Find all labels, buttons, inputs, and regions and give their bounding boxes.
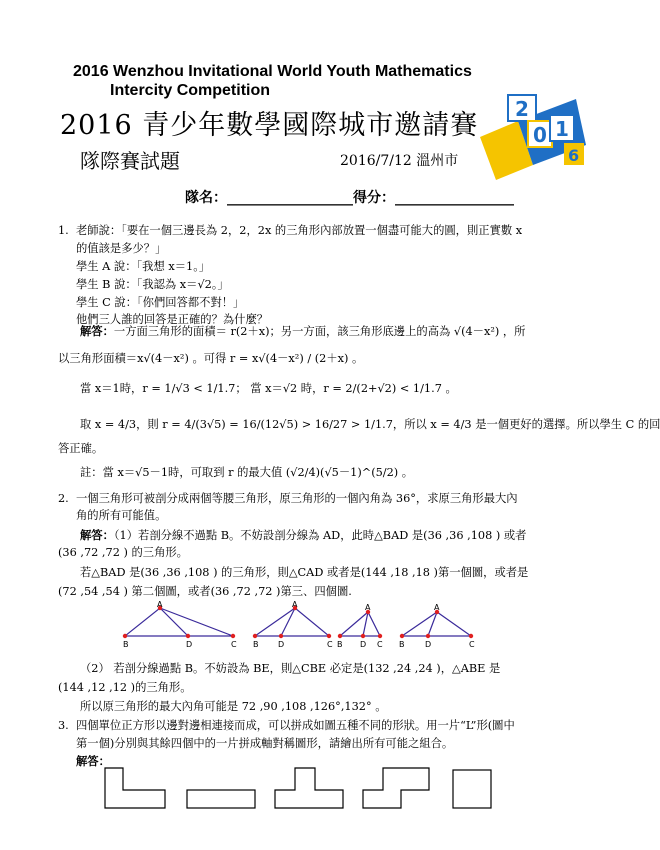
score-blank: _________________ [395,190,514,206]
logo-digit-2: 0 [533,123,547,147]
l-tetromino [105,768,165,808]
q2-answer-line3: 若△BAD 是(36 ,36 ,108 ) 的三角形，則△CAD 或者是(144 ,18 ,18 )第一個圖，或者是 [80,566,529,579]
q3-line2: 第一個)分別與其餘四個中的一片拼成軸對稱圖形，請繪出所有可能之組合。 [76,737,454,750]
team-score-line [185,187,514,207]
q2-figure-1 [123,600,237,649]
s-tetromino [363,768,429,808]
team-blank: __________________ [227,190,353,206]
logo-digit-1: 2 [515,97,529,121]
chinese-title: 2016 青少年數學國際城市邀請賽 [60,110,479,141]
q2-number: 2. [58,492,69,505]
fig1-label-c: C [231,640,237,649]
fig1-label-a: A [157,600,163,609]
q3-answer-label: 解答： [76,754,110,768]
date-place: 2016/7/12 溫州市 [340,153,459,169]
fig1-label-d: D [186,640,193,649]
fig2-label-a: A [292,600,298,609]
score-label: 得分： [353,190,395,206]
q2-line2: 角的所有可能值。 [76,509,167,522]
q2-answer-line7: 所以原三角形的最大內角可能是 72 ,90 ,108 ,126°,132° 。 [80,700,387,713]
q2-answer-line2: (36 ,72 ,72 ) 的三角形。 [58,546,188,559]
english-title-line1: 2016 Wenzhou Invitational World Youth Mathematics [73,63,472,80]
team-label: 隊名： [185,190,227,206]
q2-answer-line1 [80,526,526,545]
q2-figures [115,600,495,650]
q1-line2: 的值該是多少？」 [76,242,167,255]
q1-answer-line2: 以三角形面積＝x√(4－x²) 。可得 r = x√(4－x²) / (2＋x) 。 [58,352,364,365]
fig2-label-c: C [327,640,333,649]
fig3-label-b: B [337,640,343,649]
fig4-label-c: C [469,640,475,649]
competition-logo [478,85,588,180]
q1-number: 1. [58,224,69,237]
q2-answer-text1: （1）若剖分線不過點 B。不妨設剖分線為 AD，此時△BAD 是(36 ,36 ,108 ) 或者 [113,529,527,542]
t-tetromino [275,768,343,808]
q2-figure-4 [399,603,475,649]
o-tetromino [453,770,491,808]
fig2-label-b: B [253,640,259,649]
english-title-line2: Intercity Competition [110,82,271,99]
fig1-label-b: B [123,640,129,649]
q1-answer-line1 [80,322,525,341]
fig4-label-a: A [434,603,440,612]
q1-answer-line5: 答正確。 [58,442,104,455]
q2-figure-3 [337,603,383,649]
q2-answer-label: 解答： [80,528,114,542]
fig3-label-c: C [377,640,383,649]
q1-student-c: 學生 C 說：「你們回答都不對！」 [76,296,245,309]
chinese-subtitle: 隊際賽試題 [80,149,180,173]
q1-answer-label: 解答： [80,324,114,338]
logo-digit-3: 1 [555,117,569,141]
fig2-label-d: D [278,640,285,649]
q2-answer-line6: (144 ,12 ,12 )的三角形。 [58,681,192,694]
q2-answer-line5: （2） 若剖分線過點 B。不妨設為 BE，則△CBE 必定是(132 ,24 ,24 )，△ABE 是 [80,662,501,675]
q3-line1: 四個單位正方形以邊對邊相連接而成，可以拼成如圖五種不同的形狀。用一片“L”形(圖中 [76,719,515,732]
q1-note: 註：當 x＝√5－1時，可取到 r 的最大值 (√2/4)(√5－1)^(5/2) 。 [80,466,414,479]
q1-student-b: 學生 B 說：「我認為 x＝√2。」 [76,278,229,291]
q1-answer-line4: 取 x = 4/3，則 r = 4/(3√5) = 16/(12√5) > 16/27 > 1/1.7，所以 x = 4/3 是一個更好的選擇。所以學生 C 的回 [80,418,660,431]
fig4-label-d: D [425,640,432,649]
logo-digit-4: 6 [568,146,580,165]
q3-number: 3. [58,719,69,732]
q2-answer-line4: (72 ,54 ,54 ) 第二個圖，或者(36 ,72 ,72 )第三、四個圖. [58,585,352,598]
fig3-label-a: A [365,603,371,612]
q2-line1: 一個三角形可被剖分成兩個等腰三角形，原三角形的一個內角為 36°，求原三角形最大內 [76,492,518,505]
q1-line1: 老師說：「要在一個三邊長為 2，2，2x 的三角形內部放置一個盡可能大的圓，則正實數 x [76,224,523,237]
fig3-label-d: D [360,640,367,649]
q1-answer-line3: 當 x＝1時，r = 1/√3 < 1/1.7； 當 x＝√2 時，r = 2/(2+√2) < 1/1.7 。 [80,382,457,395]
q3-tetromino-figures [95,764,515,814]
q1-question: 他們三人誰的回答是正確的？為什麼？ [76,313,269,326]
q2-figure-2 [253,600,333,649]
q1-student-a: 學生 A 說：「我想 x＝1。」 [76,260,211,273]
i-tetromino [187,790,255,808]
fig4-label-b: B [399,640,405,649]
q1-answer-text1: 一方面三角形的面積＝ r(2＋x)；另一方面，該三角形底邊上的高為 √(4－x²) ，所 [113,325,526,338]
